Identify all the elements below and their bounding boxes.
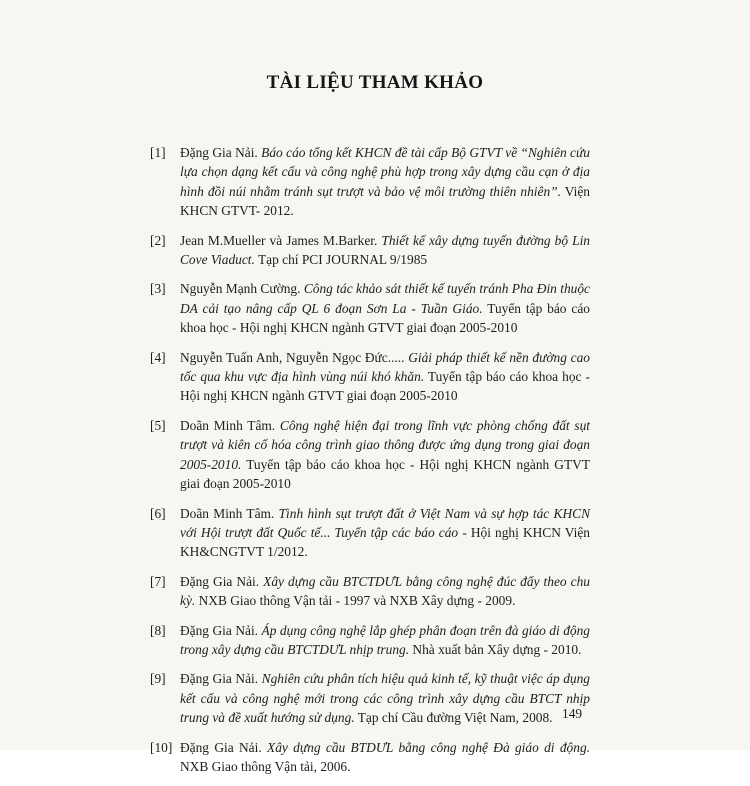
reference-author: Đặng Gia Nải. [180, 145, 262, 160]
reference-title: Công nghệ hiện đại trong lĩnh vực phòng chống đất sụt trượt và kiên cố hóa công trình giao thông được ứng dụng trong giai đoạn 2005-2010. [180, 417, 590, 472]
reference-item [150, 416, 590, 494]
reference-title: Báo cáo tổng kết KHCN đề tài cấp Bộ GTVT về “Nghiên cứu lựa chọn dạng kết cấu và công nghệ phù hợp trong xây dựng cầu cạn ở địa hình đồi núi nhằm tránh sụt trượt và bảo vệ môi trường thiên nhiên”. [180, 145, 590, 199]
reference-author: Jean M.Mueller và James M.Barker. [180, 232, 382, 248]
reference-author: Đặng Gia Nải. [180, 622, 262, 638]
reference-author: Đặng Gia Nải. [180, 671, 262, 687]
reference-item [150, 738, 590, 777]
reference-title: Thiết kế xây dựng tuyến đường bộ Lin Cove Viaduct. [180, 232, 590, 268]
reference-number: [7] [150, 573, 166, 589]
reference-number: [4] [150, 349, 166, 365]
page-number: 149 [562, 706, 583, 721]
reference-text [180, 416, 590, 494]
reference-item [150, 504, 590, 562]
reference-author: Đặng Gia Nải. [180, 573, 264, 589]
reference-text [180, 504, 590, 562]
reference-text [180, 572, 590, 611]
reference-title: Xây dựng cầu BTDƯL bằng công nghệ Đà giáo di động. [267, 739, 590, 755]
reference-title: Giải pháp thiết kế nền đường cao tốc qua khu vực địa hình vùng núi khó khăn. [180, 349, 590, 385]
reference-author: Doãn Minh Tâm. [180, 505, 279, 521]
reference-publication: NXB Giao thông Vận tải, 2006. [180, 758, 351, 774]
reference-number: [9] [150, 671, 166, 687]
reference-text [180, 669, 590, 727]
reference-publication: Viện KHCN GTVT- 2012. [180, 183, 590, 219]
reference-number: [5] [150, 417, 166, 433]
reference-publication: Tạp chí Cầu đường Việt Nam, 2008. [354, 710, 553, 726]
reference-item [150, 572, 590, 611]
reference-text [180, 621, 590, 660]
reference-publication: - Hội nghị KHCN Viện KH&CNGTVT 1/2012. [180, 524, 590, 560]
reference-title: Tình hình sụt trượt đất ở Việt Nam và sự hợp tác KHCN với Hội trượt đất Quốc tế... Tuyển tập các báo cáo [180, 505, 590, 540]
reference-item [150, 348, 590, 406]
reference-item [150, 669, 590, 727]
reference-publication: Tuyển tập báo cáo khoa học - Hội nghị KHCN ngành GTVT giai đoạn 2005-2010 [180, 456, 590, 492]
reference-text [180, 143, 590, 221]
reference-author: Doãn Minh Tâm. [180, 417, 280, 433]
reference-number: [10] [150, 739, 173, 755]
reference-publication: Tuyển tập báo cáo khoa học - Hội nghị KHCN ngành GTVT giai đoạn 2005-2010 [180, 300, 591, 336]
reference-number: [8] [150, 622, 166, 638]
reference-publication: Tuyển tập báo cáo khoa học - Hội nghị KHCN ngành GTVT giai đoạn 2005-2010 [180, 369, 590, 404]
reference-text [180, 279, 590, 337]
reference-item [150, 621, 590, 660]
reference-author: Nguyễn Tuấn Anh, Nguyễn Ngọc Đức..... [180, 349, 409, 365]
page-title: TÀI LIỆU THAM KHẢO [266, 72, 484, 93]
reference-item [150, 231, 590, 270]
reference-author: Đặng Gia Nải. [180, 739, 268, 755]
reference-title: Xây dựng cầu BTCTDƯL bằng công nghệ đúc đẩy theo chu kỳ. [180, 573, 590, 609]
reference-publication: NXB Giao thông Vận tải - 1997 và NXB Xây dựng - 2009. [195, 593, 516, 609]
reference-list [150, 143, 590, 786]
reference-publication: Tạp chí PCI JOURNAL 9/1985 [254, 252, 428, 268]
reference-publication: Nhà xuất bản Xây dựng - 2010. [409, 641, 582, 657]
reference-number: [1] [150, 145, 166, 160]
reference-number: [2] [150, 232, 166, 248]
reference-item [150, 279, 590, 337]
reference-title: Nghiên cứu phân tích hiệu quả kinh tế, kỹ thuật việc áp dụng kết cấu và công nghệ mới trong các công trình xây dựng cầu BTCT nhịp trung và đề xuất hướng sử dụng. [180, 671, 590, 726]
reference-number: [6] [150, 505, 166, 521]
reference-text [180, 738, 590, 777]
reference-text [180, 231, 590, 270]
reference-author: Nguyễn Mạnh Cường. [180, 281, 304, 297]
reference-item [150, 143, 590, 221]
reference-title: Công tác khảo sát thiết kế tuyến tránh Pha Đin thuộc DA cải tạo nâng cấp QL 6 đoạn Sơn La - Tuần Giáo. [180, 281, 591, 316]
reference-text [180, 348, 590, 406]
reference-number: [3] [150, 281, 166, 297]
reference-title: Áp dụng công nghệ lắp ghép phân đoạn trên đà giáo di động trong xây dựng cầu BTCTDƯL nhịp trung. [180, 622, 590, 657]
